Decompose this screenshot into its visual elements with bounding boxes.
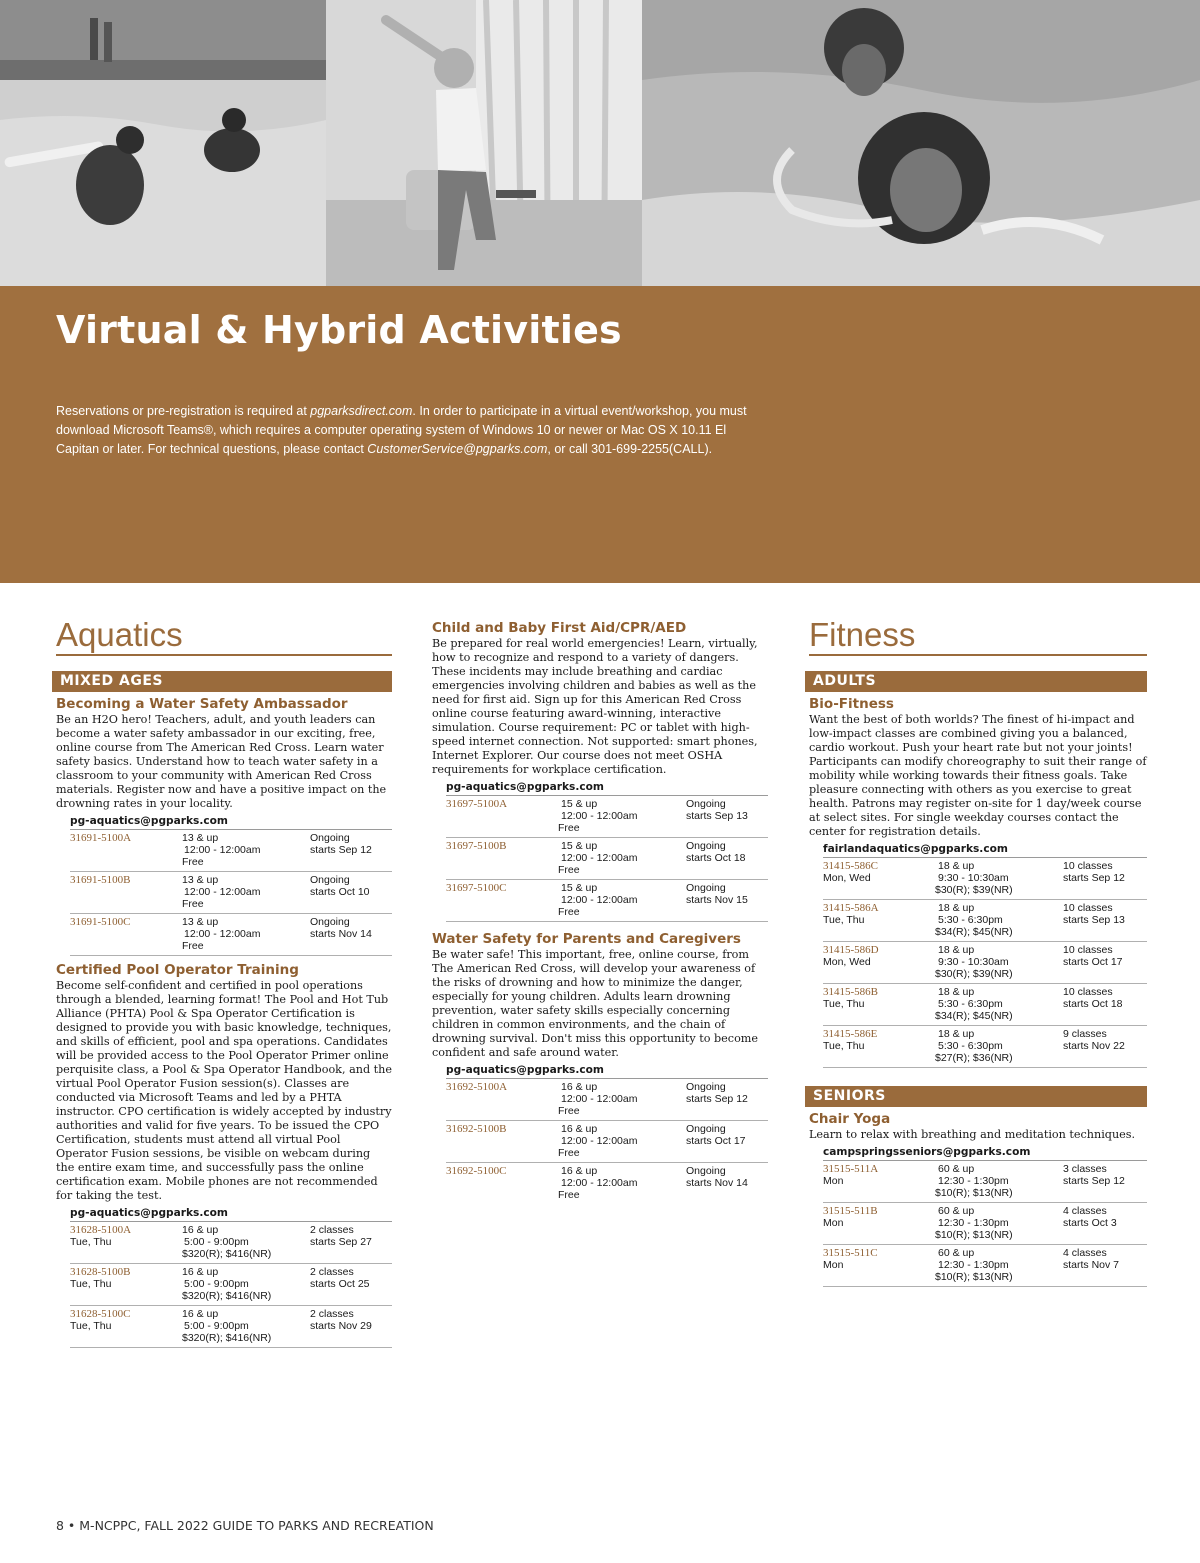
course-email[interactable]: pg-aquatics@pgparks.com [70,814,392,830]
course-email[interactable]: pg-aquatics@pgparks.com [446,780,768,796]
course-title: Chair Yoga [809,1111,891,1127]
session-time: 5:30 - 6:30pm [938,914,1003,926]
course-description: Learn to relax with breathing and meditation techniques. [809,1128,1136,1141]
session-code: 31628-5100C [70,1308,131,1320]
session-days: Tue, Thu [70,1320,112,1332]
course-email[interactable]: fairlandaquatics@pgparks.com [823,842,1147,858]
session-fee: $30(R); $39(NR) [935,968,1013,980]
course-child-baby-first-aid [432,620,768,922]
session-days: Mon, Wed [823,956,871,968]
session-row [70,1222,392,1264]
session-days: Mon [823,1217,844,1229]
session-age: 18 & up [938,944,975,956]
session-code: 31697-5100C [446,882,507,894]
session-fee: $27(R); $36(NR) [935,1052,1013,1064]
course-email[interactable]: campspringsseniors@pgparks.com [823,1145,1147,1161]
photo-chair-exercise [326,0,642,286]
session-schedule: Ongoing [310,874,350,886]
session-time: 5:00 - 9:00pm [184,1278,249,1290]
session-fee: Free [558,822,580,834]
session-days: Tue, Thu [823,1040,865,1052]
mixed-ages-band: MIXED AGES [52,671,392,692]
session-code: 31415-586E [823,1028,878,1040]
session-time: 5:30 - 6:30pm [938,1040,1003,1052]
support-email-link[interactable]: CustomerService@pgparks.com [367,442,548,456]
session-fee: Free [558,1105,580,1117]
course-title: Becoming a Water Safety Ambassador [56,696,348,712]
course-chair-yoga [809,1111,1147,1287]
session-days: Tue, Thu [70,1278,112,1290]
session-schedule: 10 classes [1063,902,1113,914]
session-start: starts Oct 18 [1063,998,1123,1010]
session-schedule: 2 classes [310,1224,354,1236]
session-start: starts Oct 17 [686,1135,746,1147]
session-code: 31515-511C [823,1247,878,1259]
session-fee: $30(R); $39(NR) [935,884,1013,896]
session-time: 12:00 - 12:00am [184,928,261,940]
aquatics-heading: Aquatics [56,618,392,656]
course-description: Become self-confident and certified in pool operations through a blended, learning format! The Pool and Hot Tub Alliance (PHTA) Pool & Spa Operator Certification is designed to provide you with basic knowledge, techniques, and skills of efficient, pool and spa operations. Candidates will be provided access to the Pool Operator Primer online perquisite class, a Pool & Spa Operator Handbook, and the virtual Pool Operator Fusion session(s). Classes are conducted via Microsoft Teams and led by a PHTA instructor. CPO certification is widely accepted by industry authorities and valid for five years. To be issued the CPO Certification, students must attend all virtual Pool Operator Fusion sessions, be visible on webcam during the entire exam time, and successfully pass the online certification exam. Mobile phones are not recommended for taking the test. [56,979,392,1202]
session-start: starts Sep 12 [1063,1175,1125,1187]
session-time: 9:30 - 10:30am [938,872,1009,884]
session-code: 31515-511B [823,1205,878,1217]
session-fee: $10(R); $13(NR) [935,1229,1013,1241]
session-age: 15 & up [561,840,598,852]
session-schedule: 10 classes [1063,860,1113,872]
session-schedule: Ongoing [686,882,726,894]
session-age: 13 & up [182,916,219,928]
session-start: starts Nov 22 [1063,1040,1125,1052]
session-time: 12:00 - 12:00am [561,1135,638,1147]
session-fee: $10(R); $13(NR) [935,1187,1013,1199]
session-code: 31415-586B [823,986,878,998]
session-time: 5:00 - 9:00pm [184,1320,249,1332]
session-fee: Free [558,906,580,918]
course-water-safety-ambassador [56,696,392,956]
session-row [823,858,1147,900]
session-code: 31415-586D [823,944,879,956]
session-start: starts Oct 3 [1063,1217,1117,1229]
session-schedule: Ongoing [310,832,350,844]
aquatics-column [56,618,392,1348]
session-time: 12:00 - 12:00am [561,1177,638,1189]
course-bio-fitness [809,696,1147,1068]
session-row [823,984,1147,1026]
page-title: Virtual & Hybrid Activities [56,308,622,352]
session-row [823,1161,1147,1203]
session-age: 16 & up [182,1308,219,1320]
session-fee: $320(R); $416(NR) [182,1332,272,1344]
session-time: 9:30 - 10:30am [938,956,1009,968]
session-age: 18 & up [938,902,975,914]
session-code: 31692-5100B [446,1123,507,1135]
session-code: 31515-511A [823,1163,879,1175]
session-start: starts Oct 25 [310,1278,370,1290]
session-age: 16 & up [561,1081,598,1093]
course-title: Bio-Fitness [809,696,894,712]
course-description: Be an H2O hero! Teachers, adult, and youth leaders can become a water safety ambassador in our exciting, free, online course from The American Red Cross. Learn water safety basics. Understand how to teach water safety in a classroom to your community with American Red Cross materials. Register now and have a positive impact on the drowning rates in your locality. [56,713,387,810]
session-days: Tue, Thu [823,998,865,1010]
session-fee: Free [558,1147,580,1159]
session-age: 15 & up [561,882,598,894]
adults-band: ADULTS [805,671,1147,692]
session-time: 12:00 - 12:00am [561,1093,638,1105]
session-time: 12:00 - 12:00am [184,886,261,898]
session-age: 13 & up [182,832,219,844]
session-start: starts Nov 7 [1063,1259,1120,1271]
session-code: 31692-5100C [446,1165,507,1177]
session-fee: $320(R); $416(NR) [182,1290,272,1302]
session-age: 60 & up [938,1205,975,1217]
session-schedule: Ongoing [686,1081,726,1093]
session-schedule: 4 classes [1063,1205,1107,1217]
photo-pool-swimmers [0,0,326,286]
session-time: 12:30 - 1:30pm [938,1259,1009,1271]
session-fee: $34(R); $45(NR) [935,926,1013,938]
session-row [446,1121,768,1163]
session-schedule: Ongoing [686,1123,726,1135]
session-days: Mon, Wed [823,872,871,884]
session-schedule: Ongoing [686,1165,726,1177]
session-start: starts Sep 13 [686,810,748,822]
session-row [446,838,768,880]
session-schedule: 2 classes [310,1308,354,1320]
session-age: 18 & up [938,1028,975,1040]
session-start: starts Nov 15 [686,894,748,906]
website-link[interactable]: pgparksdirect.com [310,404,413,418]
session-row [446,796,768,838]
session-time: 12:00 - 12:00am [561,852,638,864]
session-start: starts Oct 18 [686,852,746,864]
session-schedule: 10 classes [1063,986,1113,998]
session-schedule: 3 classes [1063,1163,1107,1175]
session-row [823,900,1147,942]
session-start: starts Nov 29 [310,1320,372,1332]
intro-text: Reservations or pre-registration is required at pgparksdirect.com. In order to participate in a virtual event/workshop, you must download Microsoft Teams®, which requires a computer operating system of Windows 10 or newer or Mac OS X 10.11 El Capitan or later. For technical questions, please contact CustomerService@pgparks.com, or call 301-699-2255(CALL). [56,404,747,456]
session-age: 13 & up [182,874,219,886]
session-schedule: Ongoing [686,840,726,852]
session-age: 60 & up [938,1247,975,1259]
session-row [823,1026,1147,1068]
session-code: 31415-586A [823,902,879,914]
session-start: starts Sep 12 [310,844,372,856]
session-code: 31628-5100A [70,1224,132,1236]
session-row [70,914,392,956]
course-title: Child and Baby First Aid/CPR/AED [432,620,687,636]
session-fee: Free [558,1189,580,1201]
session-time: 12:30 - 1:30pm [938,1217,1009,1229]
session-code: 31628-5100B [70,1266,131,1278]
session-time: 5:30 - 6:30pm [938,998,1003,1010]
session-code: 31697-5100A [446,798,508,810]
session-fee: Free [558,864,580,876]
course-water-safety-parents [432,931,768,1204]
course-description: Be water safe! This important, free, online course, from The American Red Cross, will develop your awareness of the risks of drowning and how to minimize the danger, especially for young children. Adults learn drowning prevention, water safety skills especially concerning children in common environments, and the chain of drowning survival. Don't miss this opportunity to become confident and safe around water. [432,948,759,1059]
middle-column [432,620,768,1204]
seniors-band: SENIORS [805,1086,1147,1107]
session-age: 60 & up [938,1163,975,1175]
session-schedule: 9 classes [1063,1028,1107,1040]
session-start: starts Sep 12 [686,1093,748,1105]
session-row [70,1306,392,1348]
session-fee: Free [182,940,204,952]
course-certified-pool-operator [56,962,392,1348]
session-time: 12:30 - 1:30pm [938,1175,1009,1187]
session-age: 16 & up [182,1266,219,1278]
course-description: Want the best of both worlds? The finest of hi-impact and low-impact classes are combined giving you a balanced, cardio workout. Push your heart rate but not your joints! Participants can modify choreography to suit their range of mobility while working towards their fitness goals. Take pleasure connecting with others as you exercise to great health. Patrons may register on-site for 1 day/week course at select sites. For single weekday courses contact the center for registration details. [809,713,1147,838]
fitness-column [809,618,1147,1287]
session-age: 15 & up [561,798,598,810]
session-code: 31691-5100A [70,832,132,844]
session-row [70,872,392,914]
session-schedule: 4 classes [1063,1247,1107,1259]
course-email[interactable]: pg-aquatics@pgparks.com [446,1063,768,1079]
session-start: starts Sep 13 [1063,914,1125,926]
course-title: Water Safety for Parents and Caregivers [432,931,741,947]
session-fee: Free [182,856,204,868]
session-time: 12:00 - 12:00am [561,894,638,906]
session-row [446,1079,768,1121]
session-row [70,1264,392,1306]
session-fee: Free [182,898,204,910]
session-schedule: 10 classes [1063,944,1113,956]
session-fee: $34(R); $45(NR) [935,1010,1013,1022]
session-schedule: Ongoing [686,798,726,810]
session-schedule: Ongoing [310,916,350,928]
intro-banner [0,286,1200,583]
session-row [446,1163,768,1204]
session-days: Tue, Thu [823,914,865,926]
session-schedule: 2 classes [310,1266,354,1278]
session-fee: $320(R); $416(NR) [182,1248,272,1260]
fitness-heading: Fitness [809,618,1147,656]
session-time: 5:00 - 9:00pm [184,1236,249,1248]
session-days: Mon [823,1175,844,1187]
session-age: 18 & up [938,860,975,872]
course-title: Certified Pool Operator Training [56,962,299,978]
session-row [823,1245,1147,1287]
session-days: Tue, Thu [70,1236,112,1248]
session-code: 31691-5100C [70,916,131,928]
photo-kids-swimming [642,0,1200,286]
course-email[interactable]: pg-aquatics@pgparks.com [70,1206,392,1222]
session-row [823,942,1147,984]
course-description: Be prepared for real world emergencies! Learn, virtually, how to recognize and respond to a variety of dangers. These incidents may include breathing and cardiac emergencies involving children and babies as well as the need for first aid. Sign up for this American Red Cross online course featuring award-winning, interactive simulation. Course requirement: PC or tablet with high-speed internet connection. Not supported: smart phones, Internet Explorer. Our course does not meet OSHA requirements for workplace certification. [432,637,758,776]
session-age: 16 & up [182,1224,219,1236]
session-row [823,1203,1147,1245]
session-code: 31691-5100B [70,874,131,886]
session-age: 16 & up [561,1165,598,1177]
session-time: 12:00 - 12:00am [561,810,638,822]
session-age: 16 & up [561,1123,598,1135]
session-code: 31415-586C [823,860,878,872]
session-code: 31697-5100B [446,840,507,852]
session-start: starts Oct 10 [310,886,370,898]
session-start: starts Sep 27 [310,1236,372,1248]
session-age: 18 & up [938,986,975,998]
session-start: starts Oct 17 [1063,956,1123,968]
page-footer: 8 • M-NCPPC, FALL 2022 GUIDE TO PARKS AND RECREATION [56,1518,434,1533]
photo-strip [0,0,1200,286]
session-row [70,830,392,872]
session-time: 12:00 - 12:00am [184,844,261,856]
session-row [446,880,768,922]
session-code: 31692-5100A [446,1081,508,1093]
session-start: starts Nov 14 [686,1177,748,1189]
session-fee: $10(R); $13(NR) [935,1271,1013,1283]
session-days: Mon [823,1259,844,1271]
session-start: starts Sep 12 [1063,872,1125,884]
session-start: starts Nov 14 [310,928,372,940]
